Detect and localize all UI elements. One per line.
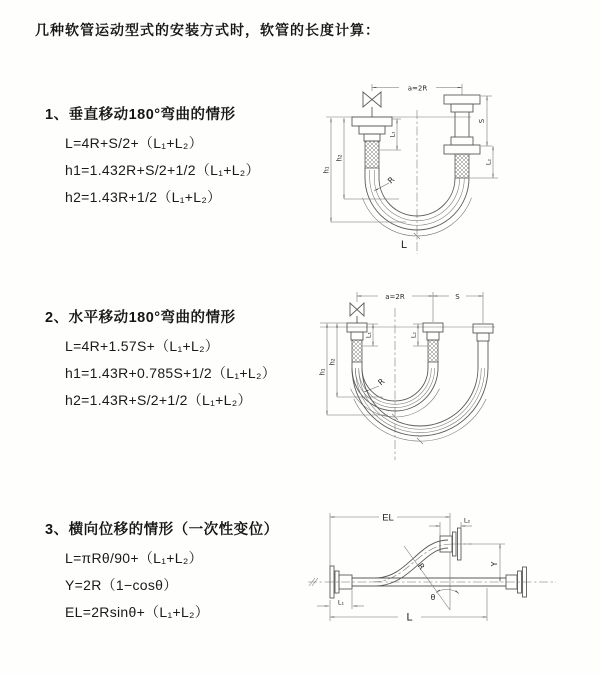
d1-label-h2: h₂ [335,154,344,162]
formula-line: Y=2R（1−cosθ） [65,577,178,593]
d1-label-l: L [400,239,408,251]
formula-line: h1=1.43R+0.785S+1/2（L₁+L₂） [65,365,276,381]
braided-hose [365,141,379,168]
section-vertical-movement [45,103,260,205]
section-lateral-displacement [45,518,279,620]
d3-label-l2: L₂ [463,516,471,525]
dimensions [319,292,484,415]
diagram-lateral-displacement [300,500,600,665]
d1-label-s: S [478,118,486,124]
d2-label-s: S [455,293,460,301]
valve-icon [363,92,381,117]
d3-label-y: Y [490,561,499,567]
d2-label-r: R [376,376,387,388]
braided-hose [352,340,362,362]
right-fitting [444,95,480,178]
d1-label-a2r: a=2R [407,84,428,93]
hose-displaced-curve [375,540,448,586]
middle-fitting [423,323,443,368]
d2-label-h2: h₂ [328,358,337,366]
d3-label-l1: L₁ [337,598,345,607]
dimensions [317,513,505,624]
formula-line: h2=1.43R+S/2+1/2（L₁+L₂） [65,392,252,408]
hose-u-bend-displaced [352,368,488,444]
page-title: 几种软管运动型式的安装方式时，软管的长度计算： [35,22,380,38]
centerlines [320,308,495,460]
d3-label-l: L [406,611,413,624]
dimensions [323,84,499,251]
formula-line: h1=1.432R+S/2+1/2（L₁+L₂） [65,162,260,178]
d1-label-l2: L₂ [484,158,493,166]
centerlines [308,544,556,586]
right-fitting [473,324,493,368]
formula-line: L=πRθ/90+（L₁+L₂） [65,550,203,566]
section-2-heading: 2、水平移动180°弯曲的情形 [45,310,236,326]
section-3-heading: 3、横向位移的情形（一次性变位） [45,522,279,538]
formula-line: L=4R+S/2+（L₁+L₂） [65,135,203,151]
section-horizontal-movement [45,306,276,408]
d2-label-l2: L₂ [409,331,418,339]
formula-line: EL=2Rsinθ+（L₁+L₂） [65,604,210,620]
d1-label-r: R [386,175,397,186]
d2-label-h1: h₁ [318,368,327,376]
d3-label-el: EL [382,512,394,524]
d1-label-h1: h₁ [322,166,331,174]
left-fitting [352,117,392,178]
braided-hose [428,340,438,362]
hose-u-bend [363,178,472,239]
d2-label-a2r: a=2R [385,293,405,301]
diagram-horizontal-180-bend [300,282,600,477]
braided-hose [455,154,469,178]
centerlines [326,110,471,254]
formula-line: h2=1.43R+1/2（L₁+L₂） [65,189,222,205]
d1-label-l1: L₁ [388,131,397,138]
formula-line: L=4R+1.57S+（L₁+L₂） [65,338,220,354]
d2-label-l1: L₁ [364,331,373,339]
left-fitting [347,323,367,368]
diagram-vertical-180-bend [305,70,595,265]
valve-icon [350,303,364,323]
section-1-heading: 1、垂直移动180°弯曲的情形 [45,107,236,123]
d3-label-theta: θ [430,593,436,602]
d3-label-r: R [415,561,427,572]
